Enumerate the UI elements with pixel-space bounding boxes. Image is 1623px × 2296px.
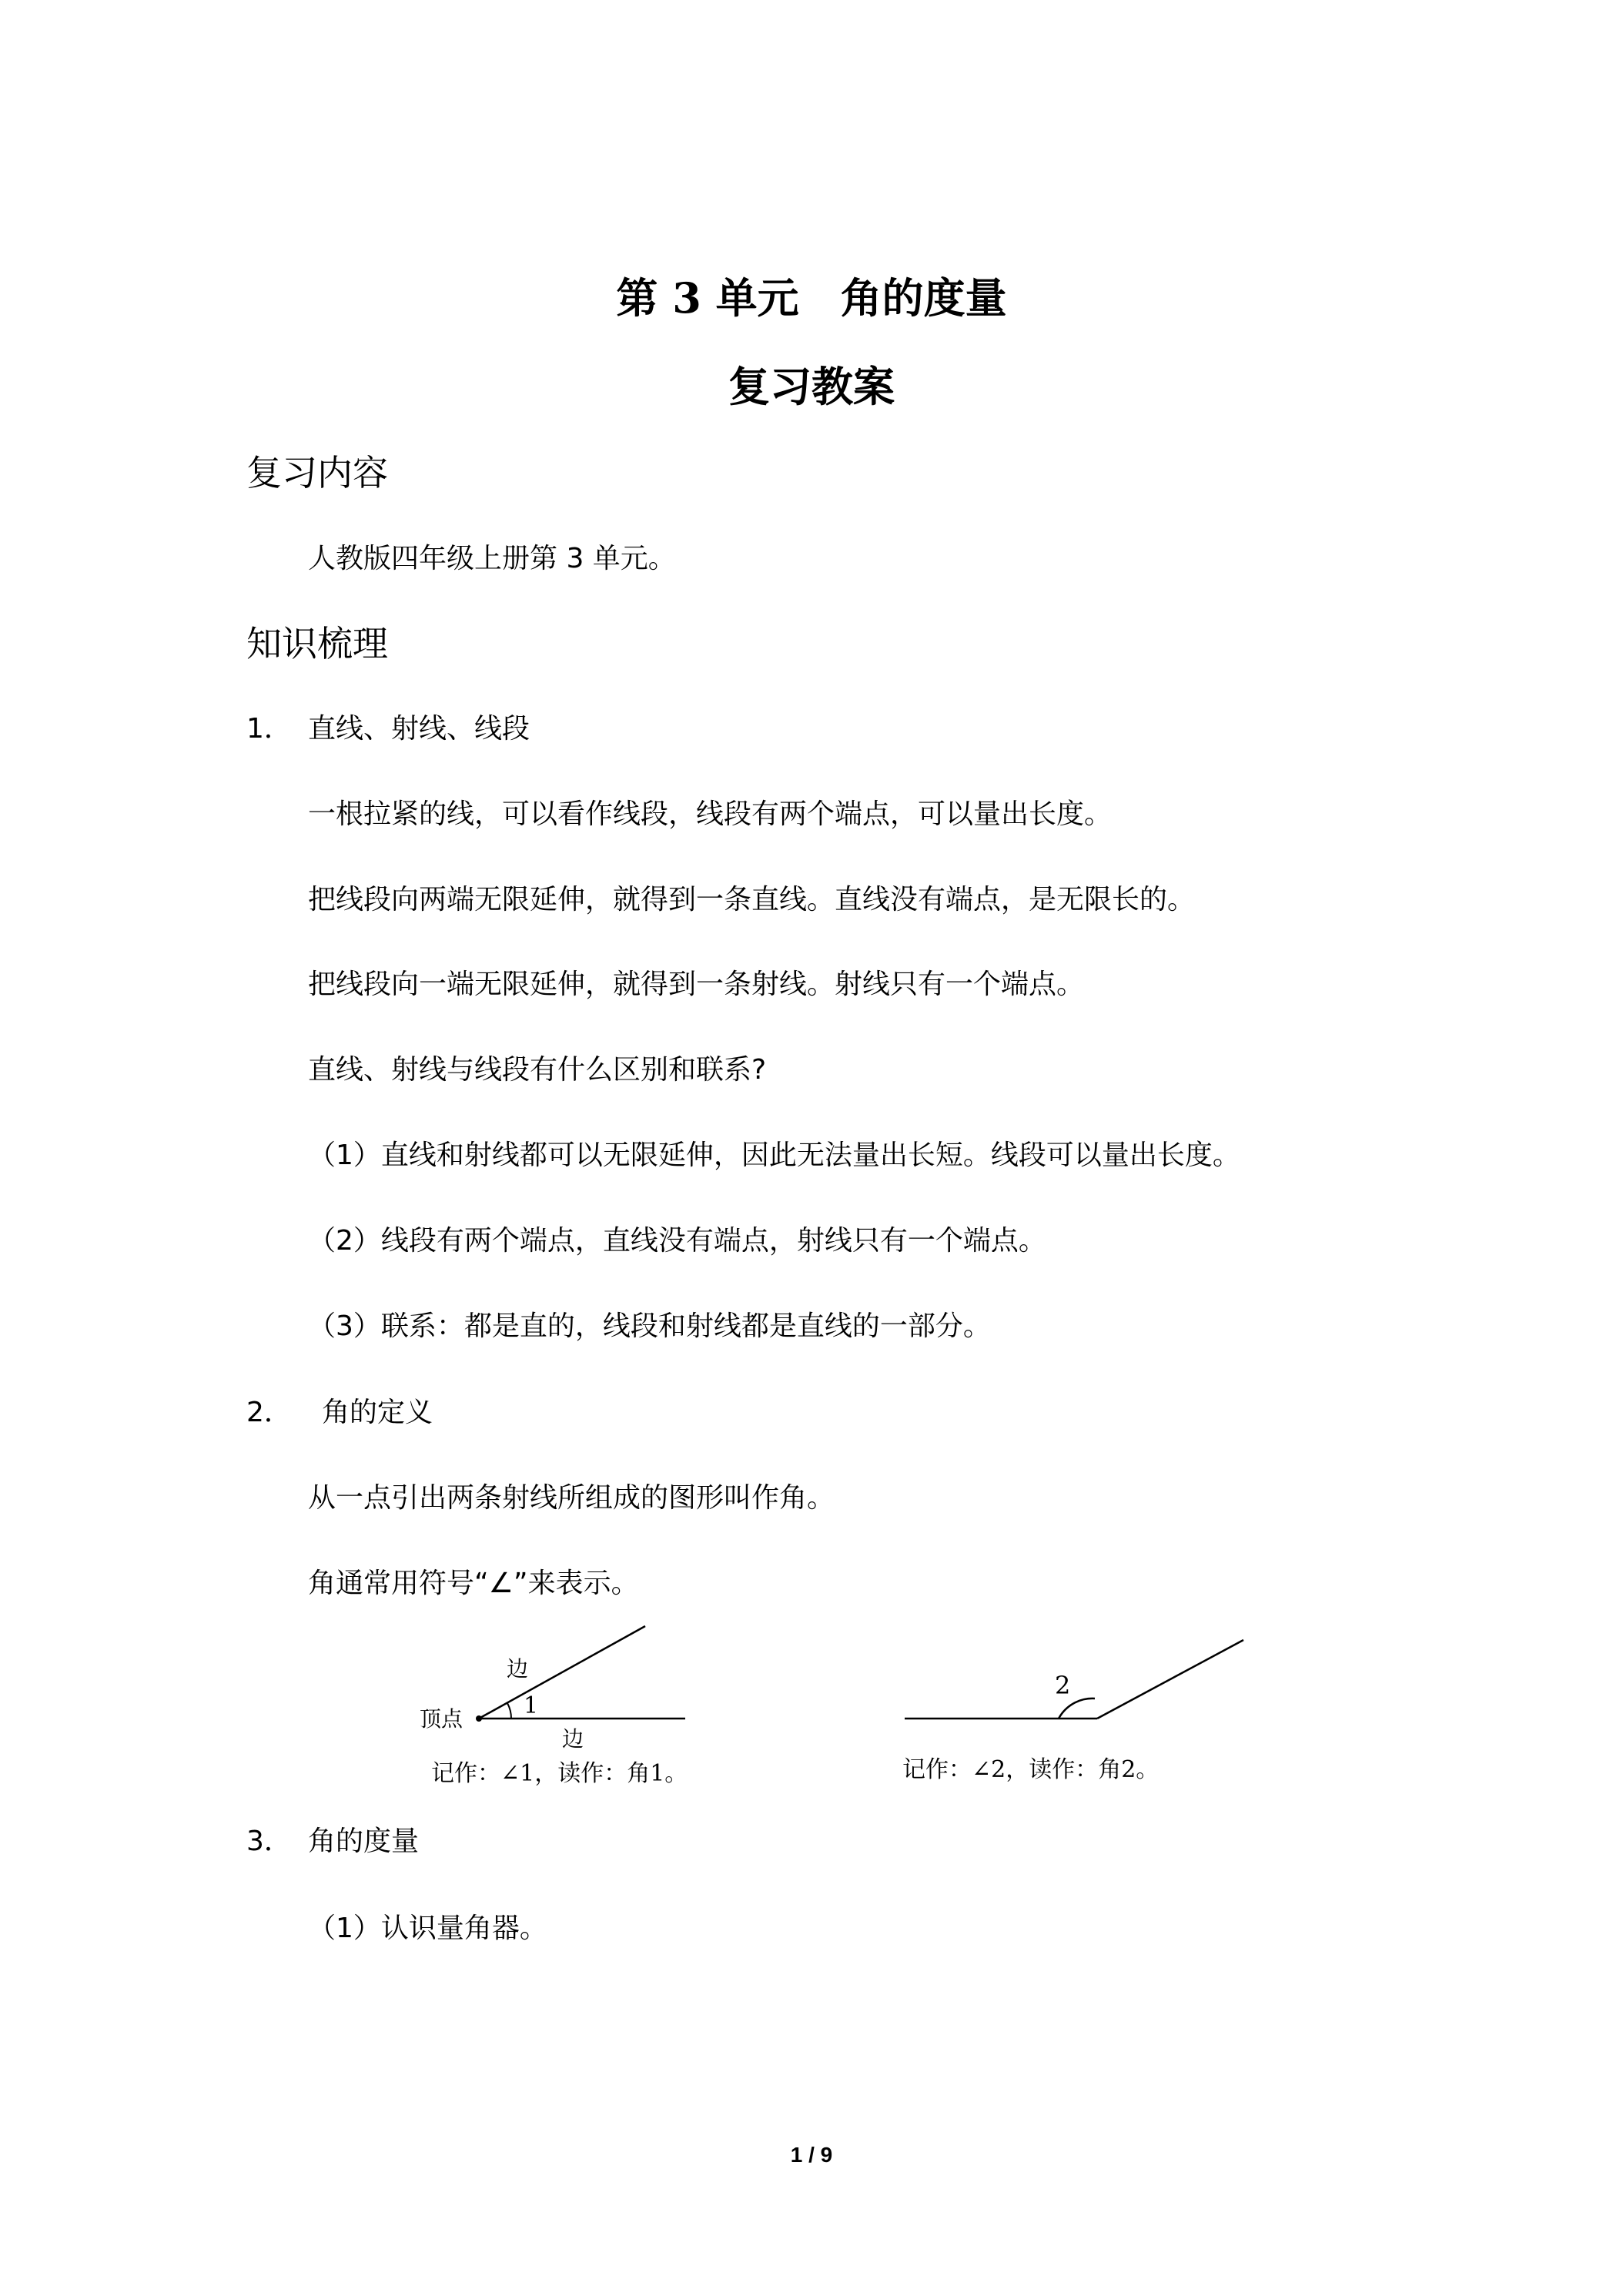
item1-line: （1）直线和射线都可以无限延伸，因此无法量出长短。线段可以量出长度。 (308, 1140, 1240, 1171)
vertex-label: 顶点 (420, 1706, 463, 1732)
angle-2-label: 2 (1055, 1671, 1071, 1700)
item1-line: 直线、射线与线段有什么区别和联系? (308, 1054, 767, 1086)
item-title-2: 角的定义 (322, 1397, 433, 1428)
angle-2-diagram (885, 1617, 1286, 1802)
unit-title: 第 3 单元 角的度量 (616, 273, 1007, 323)
angle-2-caption: 记作：∠2，读作：角2。 (902, 1756, 1160, 1783)
doc-subtitle: 复习教案 (728, 362, 895, 411)
section-heading-review-content: 复习内容 (246, 452, 388, 494)
item3-line: （1）认识量角器。 (308, 1913, 547, 1944)
item1-line: 把线段向一端无限延伸，就得到一条射线。射线只有一个端点。 (308, 969, 1085, 1000)
item1-line: （2）线段有两个端点，直线没有端点，射线只有一个端点。 (308, 1225, 1046, 1257)
angle-2-arc (1059, 1699, 1095, 1719)
angle-1-caption: 记作：∠1，读作：角1。 (431, 1760, 688, 1787)
angle-1-vertex-dot (476, 1715, 482, 1722)
item1-line: 一根拉紧的线，可以看作线段，线段有两个端点，可以量出长度。 (308, 798, 1113, 830)
review-content-text: 人教版四年级上册第 3 单元。 (308, 543, 676, 574)
item-number-2: 2． (246, 1397, 292, 1428)
item-title-1: 直线、射线、线段 (308, 713, 530, 745)
angle-1-ray-top (479, 1626, 645, 1719)
item-number-3: 3． (246, 1826, 292, 1857)
item2-line: 角通常用符号“∠”来表示。 (308, 1568, 639, 1599)
angle-1-label: 1 (524, 1692, 539, 1719)
side-label-bottom: 边 (562, 1726, 584, 1752)
item1-line: （3）联系：都是直的，线段和射线都是直线的一部分。 (308, 1310, 991, 1342)
angle-2-ray-right (1097, 1640, 1243, 1719)
item1-line: 把线段向两端无限延伸，就得到一条直线。直线没有端点，是无限长的。 (308, 884, 1196, 915)
angle-1-arc (507, 1703, 511, 1719)
side-label-top: 边 (507, 1656, 529, 1682)
section-heading-knowledge: 知识梳理 (246, 623, 388, 664)
item-number-1: 1． (246, 713, 292, 745)
page-number: 1 / 9 (790, 2143, 833, 2167)
angle-1-diagram (408, 1613, 731, 1806)
item-title-3: 角的度量 (308, 1826, 420, 1857)
item2-line: 从一点引出两条射线所组成的图形叫作角。 (308, 1482, 835, 1514)
